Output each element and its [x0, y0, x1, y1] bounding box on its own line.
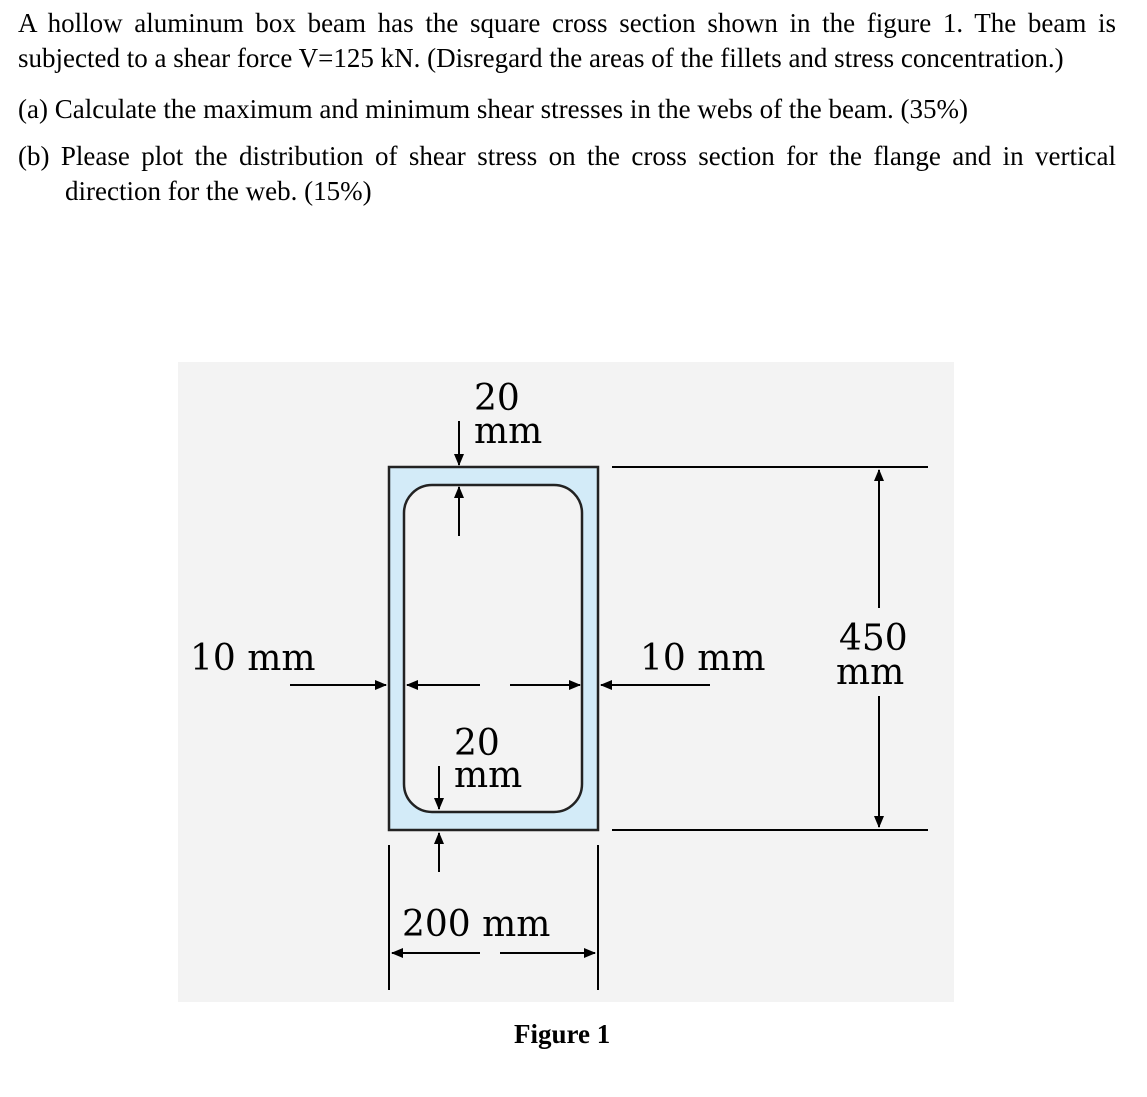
- right-web-label: 10 mm: [640, 638, 766, 679]
- bottom-flange-value: 20: [454, 723, 500, 764]
- top-flange-value: 20: [474, 378, 520, 419]
- height-value: 450: [839, 618, 908, 659]
- problem-part-a: (a) Calculate the maximum and minimum shear stresses in the webs of the beam. (35%): [18, 94, 968, 124]
- problem-intro: A hollow aluminum box beam has the square cross section shown in the figure 1. The beam is subjected to a shear force V=125 kN. (Disregard the areas of the fillets and stress concentration.): [18, 8, 1116, 73]
- top-flange-unit: mm: [474, 411, 543, 452]
- left-web-label: 10 mm: [190, 638, 316, 679]
- width-label: 200 mm: [402, 904, 551, 945]
- bottom-flange-unit: mm: [454, 755, 523, 796]
- height-unit: mm: [836, 652, 905, 693]
- problem-part-b: (b) Please plot the distribution of shear stress on the cross section for the flange and in vertical direction for the web. (15%): [18, 141, 1116, 206]
- figure-caption: Figure 1: [514, 1019, 611, 1049]
